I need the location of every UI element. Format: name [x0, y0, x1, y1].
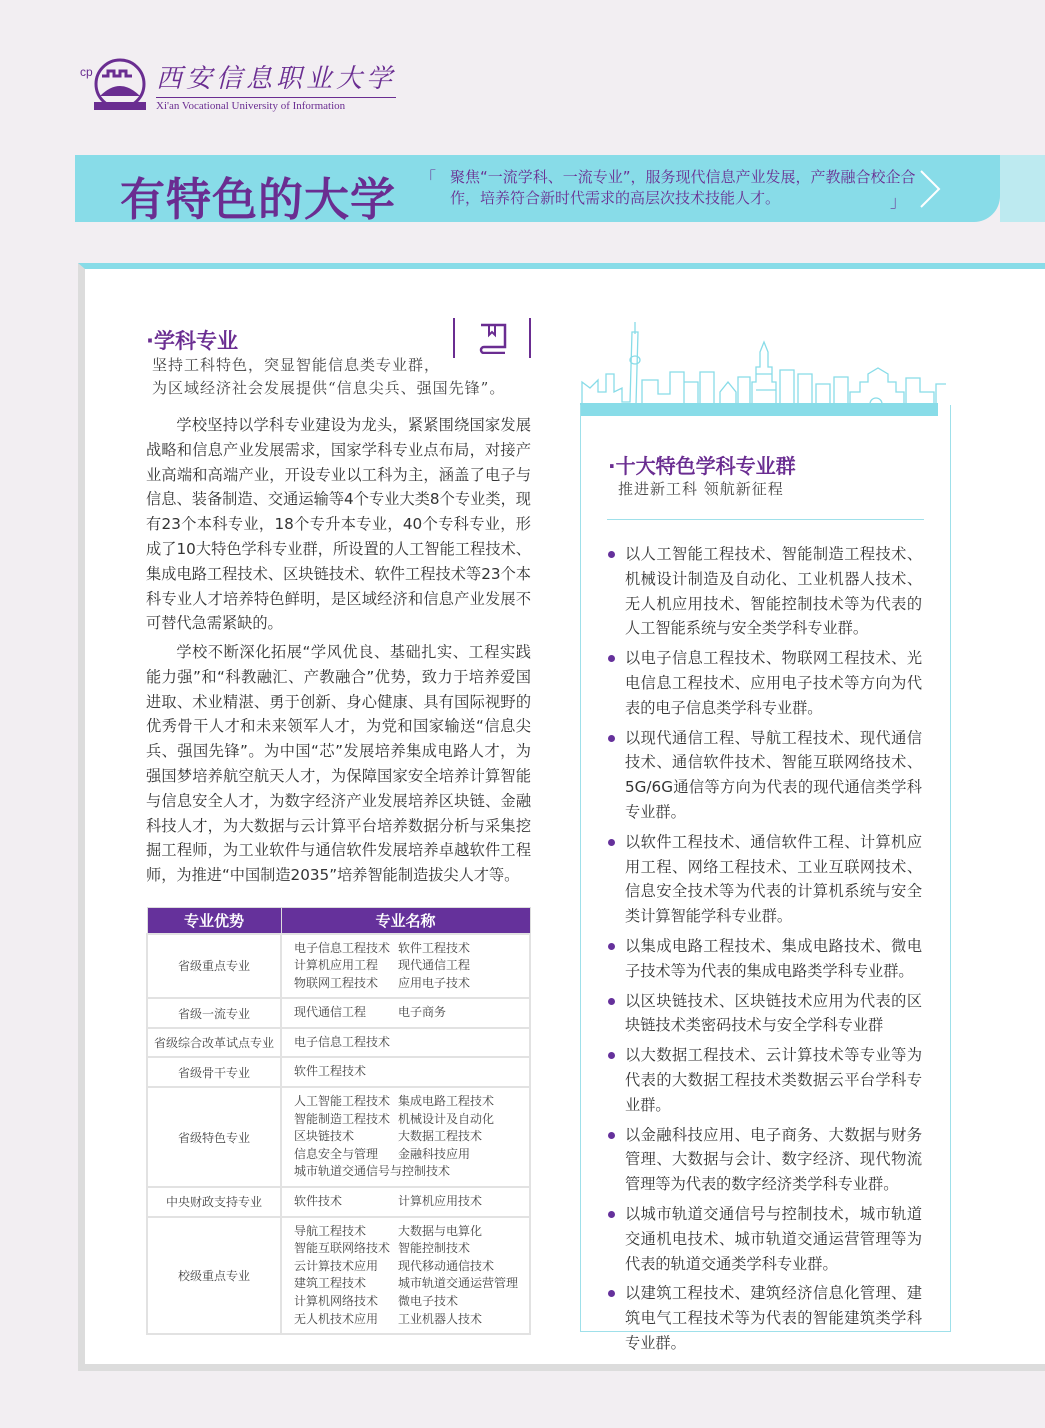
table-row: [147, 998, 530, 1028]
major-name: 应用电子技术: [398, 975, 471, 990]
section-title-feature-groups: ·十大特色学科专业群: [608, 454, 796, 478]
list-item: [608, 1123, 922, 1197]
major-name: 计算机应用工程: [294, 958, 379, 973]
banner-tail: [1000, 155, 1045, 222]
list-item: [608, 1202, 922, 1276]
list-item: [608, 1281, 922, 1355]
major-name: 现代移动通信技术: [398, 1258, 495, 1273]
major-name: 无人机技术应用: [294, 1311, 379, 1326]
list-item: [608, 830, 922, 929]
major-name: 电子商务: [398, 1005, 447, 1020]
major-name: 导航工程技术: [294, 1223, 367, 1238]
list-item-text: 以软件工程技术、通信软件工程、计算机应用工程、网络工程技术、工业互联网技术、信息安全技术等为代表的计算机系统与安全类计算智能学科专业群。: [625, 832, 922, 926]
major-name: 人工智能工程技术: [294, 1094, 391, 1109]
major-name: 电子信息工程技术: [294, 940, 391, 955]
list-item: [608, 726, 922, 825]
major-name: 集成电路工程技术: [398, 1094, 495, 1109]
list-item-text: 以建筑工程技术、建筑经济信息化管理、建筑电气工程技术等为代表的智能建筑类学科专业群。: [625, 1284, 922, 1352]
logo-chinese-name: 西安信息职业大学: [156, 58, 396, 98]
list-item-text: 以金融科技应用、电子商务、大数据与财务管理、大数据与会计、数字经济、现代物流管理等为代表的数字经济类学科专业群。: [625, 1125, 922, 1194]
list-item-text: 以区块链技术、区块链技术应用为代表的区块链技术类密码技术与安全学科专业群: [625, 991, 922, 1035]
table-row: [147, 1028, 530, 1058]
bullet-icon: [608, 1211, 615, 1218]
subtitle-line: 坚持工科特色，突显智能信息类专业群，: [152, 356, 441, 374]
major-name: 大数据工程技术: [398, 1129, 483, 1144]
table-row: [147, 934, 530, 999]
major-name: 计算机网络技术: [294, 1294, 379, 1308]
book-icon: [477, 322, 509, 354]
major-name: 软件工程技术: [294, 1064, 367, 1079]
list-item-text: 以大数据工程技术、云计算技术等专业等为代表的大数据工程技术类数据云平台学科专业群。: [625, 1046, 922, 1114]
bullet-icon: [608, 551, 615, 558]
row-majors: [281, 1028, 530, 1058]
major-name: 信息安全与管理: [294, 1146, 379, 1161]
bullet-icon: [608, 1132, 615, 1139]
bullet-icon: [608, 839, 615, 846]
university-emblem-icon: [80, 56, 150, 114]
bullet-icon: [608, 735, 615, 742]
logo-english-name: Xi'an Vocational University of Information: [156, 100, 346, 112]
header-banner: [75, 155, 1000, 226]
table-header: 专业优势: [147, 908, 281, 934]
major-name: 机械设计及自动化: [398, 1111, 495, 1126]
chevron-right-icon: [915, 167, 945, 211]
table-row: [147, 1217, 530, 1335]
list-item: [608, 542, 922, 641]
section-subtitle-feature-groups: 推进新工科 领航新征程: [618, 480, 784, 498]
list-item: [608, 989, 922, 1039]
section-title-disciplines: ·学科专业: [146, 329, 238, 353]
row-category: 省级骨干专业: [147, 1057, 281, 1087]
feature-groups-list: [608, 542, 922, 1361]
table-row: [147, 1087, 530, 1187]
majors-table: [146, 907, 531, 1335]
bullet-icon: [608, 998, 615, 1005]
bullet-icon: [608, 1052, 615, 1059]
list-item-text: 以现代通信工程、导航工程技术、现代通信技术、通信软件技术、智能互联网络技术、5G/6G通信等方向为代表的现代通信类学科专业群。: [625, 728, 922, 821]
list-item: [608, 934, 922, 984]
list-item: [608, 1043, 922, 1117]
section-subtitle: [152, 354, 505, 400]
row-category: 校级重点专业: [147, 1217, 281, 1335]
major-name: 区块链技术: [294, 1129, 355, 1144]
list-item-text: 以电子信息工程技术、物联网工程技术、光电信息工程技术、应用电子技术等方向为代表的电子信息类学科专业群。: [625, 649, 922, 717]
list-item-text: 以城市轨道交通信号与控制技术，城市轨道交通机电技术、城市轨道交通运营管理等为代表的轨道交通类学科专业群。: [625, 1204, 922, 1273]
quote-close: 」: [890, 192, 907, 211]
major-name: 智能制造工程技术: [294, 1111, 391, 1126]
row-majors: [281, 1087, 530, 1187]
svg-text:cp: cp: [80, 65, 93, 79]
banner-quote: 聚焦“一流学科、一流专业”，服务现代信息产业发展，产教融合校企合作，培养符合新时代需求的高层次技术技能人才。: [450, 168, 916, 207]
table-row: [147, 1187, 530, 1217]
major-name: 智能互联网络技术: [294, 1241, 391, 1256]
intro-paragraph: 学校坚持以学科专业建设为龙头，紧紧围绕国家发展战略和信息产业发展需求，国家学科专业点布局，对接产业高端和高端产业，开设专业以工科为主，涵盖了电子与信息、装备制造、交通运输等4个专业大类8个专业类，现有23个本科专业，18个专升本专业，40个专科专业，形成了10大特色学科专业群，所设置的人工智能工程技术、集成电路工程技术、区块链技术、软件工程技术等23个本科专业人才培养特色鲜明，是区域经济和信息产业发展不可替代急需紧缺的。: [146, 416, 531, 633]
major-name: 现代通信工程: [294, 1005, 367, 1020]
book-icon-frame: [453, 318, 531, 358]
page-title: 有特色的大学: [120, 173, 397, 226]
major-name: 城市轨道交通运营管理: [398, 1276, 519, 1291]
row-majors: [281, 998, 530, 1028]
major-name: 城市轨道交通信号与控制技术: [294, 1164, 451, 1179]
major-name: 工业机器人技术: [398, 1311, 483, 1326]
bullet-icon: [608, 943, 615, 950]
row-category: 省级特色专业: [147, 1087, 281, 1187]
major-name: 云计算技术应用: [294, 1258, 379, 1273]
major-name: 计算机应用技术: [398, 1194, 483, 1209]
city-skyline-illustration: [580, 322, 950, 407]
major-name: 现代通信工程: [398, 958, 471, 973]
list-item-text: 以人工智能工程技术、智能制造工程技术、机械设计制造及自动化、工业机器人技术、无人机应用技术、智能控制技术等为代表的人工智能系统与安全类学科专业群。: [625, 545, 922, 638]
quote-open: 「: [420, 168, 437, 187]
bullet-icon: [608, 655, 615, 662]
major-name: 微电子技术: [398, 1294, 459, 1308]
major-name: 大数据与电算化: [398, 1223, 483, 1238]
row-majors: [281, 934, 530, 999]
row-category: 省级一流专业: [147, 998, 281, 1028]
row-majors: [281, 1217, 530, 1335]
major-name: 建筑工程技术: [294, 1276, 367, 1291]
major-name: 软件工程技术: [398, 940, 471, 955]
divider: [607, 519, 924, 520]
row-category: 省级综合改革试点专业: [147, 1028, 281, 1058]
major-name: 智能控制技术: [398, 1241, 471, 1256]
row-category: 省级重点专业: [147, 934, 281, 999]
major-name: 软件技术: [294, 1194, 343, 1209]
row-majors: [281, 1057, 530, 1087]
table-header: 专业名称: [281, 908, 530, 934]
row-majors: [281, 1187, 530, 1217]
major-name: 物联网工程技术: [294, 975, 379, 990]
row-category: 中央财政支持专业: [147, 1187, 281, 1217]
major-name: 电子信息工程技术: [294, 1034, 391, 1049]
talent-paragraph: 学校不断深化拓展“学风优良、基础扎实、工程实践能力强”和“科教融汇、产教融合”优势，致力于培养爱国进取、术业精湛、勇于创新、身心健康、具有国际视野的优秀骨干人才和未来领军人才，为党和国家输送“信息尖兵、强国先锋”。为中国“芯”发展培养集成电路人才，为强国梦培养航空航天人才，为保障国家安全培养计算智能与信息安全人才，为数字经济产业发展培养区块链、金融科技人才，为大数据与云计算平台培养数据分析与采集挖掘工程师，为工业软件与通信软件发展培养卓越软件工程师，为推进“中国制造2035”培养智能制造拔尖人才等。: [146, 643, 531, 885]
list-item: [608, 646, 922, 720]
list-item-text: 以集成电路工程技术、集成电路技术、微电子技术等为代表的集成电路类学科专业群。: [625, 936, 922, 980]
table-row: [147, 1057, 530, 1087]
university-logo: [80, 56, 396, 114]
bullet-icon: [608, 1290, 615, 1297]
subtitle-line: 为区域经济社会发展提供“信息尖兵、强国先锋”。: [152, 379, 506, 397]
major-name: 金融科技应用: [398, 1146, 471, 1161]
